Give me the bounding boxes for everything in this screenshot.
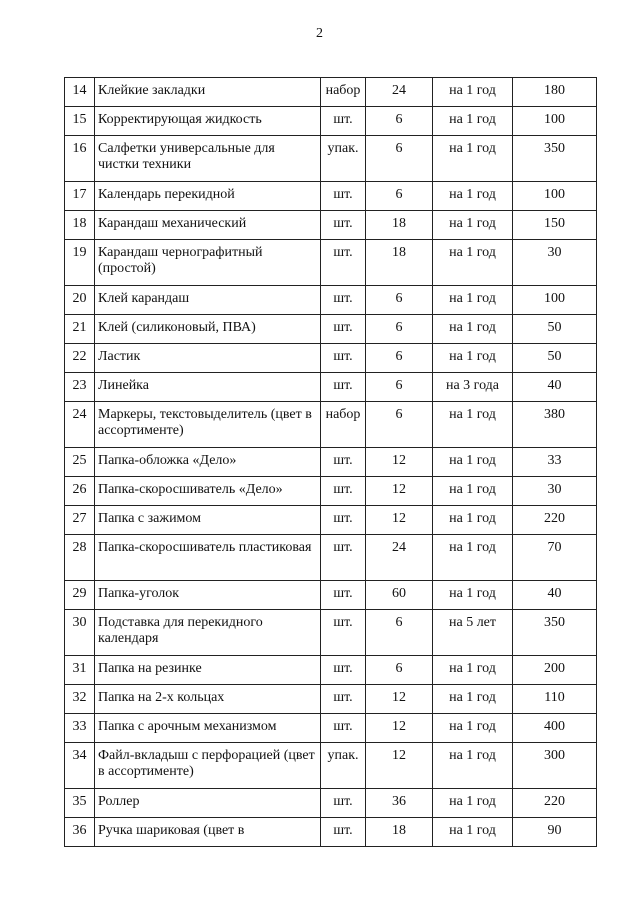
item-unit: упак. xyxy=(321,743,366,789)
item-unit: шт. xyxy=(321,373,366,402)
item-quantity: 12 xyxy=(366,743,433,789)
item-quantity: 12 xyxy=(366,448,433,477)
item-name: Салфетки универсальные для чистки техники xyxy=(95,136,321,182)
item-price: 220 xyxy=(513,789,597,818)
item-unit: шт. xyxy=(321,818,366,847)
item-price: 90 xyxy=(513,818,597,847)
item-price: 220 xyxy=(513,506,597,535)
item-price: 100 xyxy=(513,107,597,136)
table-row xyxy=(65,477,597,506)
table-row xyxy=(65,610,597,656)
item-unit: шт. xyxy=(321,477,366,506)
item-unit: шт. xyxy=(321,714,366,743)
item-term: на 1 год xyxy=(433,818,513,847)
item-name: Линейка xyxy=(95,373,321,402)
item-price: 40 xyxy=(513,581,597,610)
item-price: 50 xyxy=(513,344,597,373)
row-number: 15 xyxy=(65,107,95,136)
item-name: Ручка шариковая (цвет в xyxy=(95,818,321,847)
item-term: на 1 год xyxy=(433,78,513,107)
item-price: 100 xyxy=(513,182,597,211)
table-row xyxy=(65,78,597,107)
row-number: 34 xyxy=(65,743,95,789)
table-row xyxy=(65,315,597,344)
table-row xyxy=(65,373,597,402)
item-unit: шт. xyxy=(321,240,366,286)
row-number: 31 xyxy=(65,656,95,685)
row-number: 29 xyxy=(65,581,95,610)
item-price: 300 xyxy=(513,743,597,789)
table-row xyxy=(65,344,597,373)
table-row xyxy=(65,714,597,743)
table-row xyxy=(65,136,597,182)
table-row xyxy=(65,535,597,581)
item-term: на 1 год xyxy=(433,136,513,182)
item-unit: шт. xyxy=(321,789,366,818)
item-term: на 1 год xyxy=(433,506,513,535)
row-number: 19 xyxy=(65,240,95,286)
table-row xyxy=(65,211,597,240)
item-quantity: 6 xyxy=(366,136,433,182)
row-number: 26 xyxy=(65,477,95,506)
row-number: 27 xyxy=(65,506,95,535)
item-term: на 1 год xyxy=(433,714,513,743)
item-unit: шт. xyxy=(321,506,366,535)
item-quantity: 18 xyxy=(366,211,433,240)
item-name: Календарь перекидной xyxy=(95,182,321,211)
item-term: на 1 год xyxy=(433,344,513,373)
row-number: 16 xyxy=(65,136,95,182)
row-number: 22 xyxy=(65,344,95,373)
item-unit: набор xyxy=(321,402,366,448)
table-row xyxy=(65,286,597,315)
item-price: 100 xyxy=(513,286,597,315)
page-number: 2 xyxy=(316,26,323,41)
item-term: на 1 год xyxy=(433,656,513,685)
row-number: 14 xyxy=(65,78,95,107)
item-quantity: 12 xyxy=(366,685,433,714)
item-price: 110 xyxy=(513,685,597,714)
item-unit: шт. xyxy=(321,315,366,344)
item-quantity: 12 xyxy=(366,477,433,506)
item-name: Карандаш механический xyxy=(95,211,321,240)
item-name: Папка с арочным механизмом xyxy=(95,714,321,743)
table-row xyxy=(65,448,597,477)
item-quantity: 6 xyxy=(366,402,433,448)
table-row xyxy=(65,743,597,789)
row-number: 24 xyxy=(65,402,95,448)
item-price: 30 xyxy=(513,240,597,286)
item-unit: шт. xyxy=(321,107,366,136)
item-name: Папка-обложка «Дело» xyxy=(95,448,321,477)
item-term: на 1 год xyxy=(433,448,513,477)
table-row xyxy=(65,182,597,211)
row-number: 36 xyxy=(65,818,95,847)
table-row xyxy=(65,107,597,136)
item-unit: шт. xyxy=(321,448,366,477)
item-term: на 1 год xyxy=(433,211,513,240)
item-name: Корректирующая жидкость xyxy=(95,107,321,136)
row-number: 21 xyxy=(65,315,95,344)
item-name: Папка с зажимом xyxy=(95,506,321,535)
item-price: 50 xyxy=(513,315,597,344)
row-number: 28 xyxy=(65,535,95,581)
item-price: 150 xyxy=(513,211,597,240)
item-name: Папка-скоросшиватель пластиковая xyxy=(95,535,321,581)
item-quantity: 6 xyxy=(366,373,433,402)
item-quantity: 12 xyxy=(366,506,433,535)
table-row xyxy=(65,581,597,610)
item-quantity: 6 xyxy=(366,182,433,211)
supplies-table xyxy=(64,77,597,847)
item-unit: шт. xyxy=(321,182,366,211)
item-name: Папка на 2-х кольцах xyxy=(95,685,321,714)
item-name: Папка на резинке xyxy=(95,656,321,685)
row-number: 17 xyxy=(65,182,95,211)
item-price: 33 xyxy=(513,448,597,477)
item-term: на 1 год xyxy=(433,182,513,211)
table-row xyxy=(65,402,597,448)
table-row xyxy=(65,240,597,286)
item-quantity: 36 xyxy=(366,789,433,818)
item-term: на 1 год xyxy=(433,743,513,789)
item-quantity: 6 xyxy=(366,344,433,373)
item-term: на 1 год xyxy=(433,286,513,315)
item-term: на 1 год xyxy=(433,240,513,286)
item-unit: шт. xyxy=(321,535,366,581)
item-unit: шт. xyxy=(321,211,366,240)
row-number: 23 xyxy=(65,373,95,402)
item-price: 40 xyxy=(513,373,597,402)
item-unit: шт. xyxy=(321,286,366,315)
item-name: Маркеры, текстовыделитель (цвет в ассортименте) xyxy=(95,402,321,448)
row-number: 35 xyxy=(65,789,95,818)
item-name: Клейкие закладки xyxy=(95,78,321,107)
row-number: 20 xyxy=(65,286,95,315)
item-unit: упак. xyxy=(321,136,366,182)
item-term: на 3 года xyxy=(433,373,513,402)
item-name: Файл-вкладыш с перфорацией (цвет в ассортименте) xyxy=(95,743,321,789)
table-row xyxy=(65,685,597,714)
table-row xyxy=(65,818,597,847)
item-quantity: 6 xyxy=(366,107,433,136)
item-price: 400 xyxy=(513,714,597,743)
item-name: Подставка для перекидного календаря xyxy=(95,610,321,656)
row-number: 25 xyxy=(65,448,95,477)
table-row xyxy=(65,789,597,818)
item-term: на 1 год xyxy=(433,685,513,714)
item-price: 380 xyxy=(513,402,597,448)
item-name: Клей (силиконовый, ПВА) xyxy=(95,315,321,344)
item-term: на 1 год xyxy=(433,581,513,610)
row-number: 30 xyxy=(65,610,95,656)
item-term: на 1 год xyxy=(433,789,513,818)
item-unit: набор xyxy=(321,78,366,107)
item-price: 70 xyxy=(513,535,597,581)
item-term: на 1 год xyxy=(433,535,513,581)
item-term: на 5 лет xyxy=(433,610,513,656)
row-number: 32 xyxy=(65,685,95,714)
item-term: на 1 год xyxy=(433,477,513,506)
item-unit: шт. xyxy=(321,656,366,685)
item-name: Карандаш чернографитный (простой) xyxy=(95,240,321,286)
item-unit: шт. xyxy=(321,344,366,373)
item-quantity: 12 xyxy=(366,714,433,743)
item-term: на 1 год xyxy=(433,402,513,448)
item-unit: шт. xyxy=(321,581,366,610)
item-unit: шт. xyxy=(321,685,366,714)
item-quantity: 60 xyxy=(366,581,433,610)
item-name: Клей карандаш xyxy=(95,286,321,315)
item-name: Роллер xyxy=(95,789,321,818)
item-price: 350 xyxy=(513,610,597,656)
item-price: 200 xyxy=(513,656,597,685)
item-name: Ластик xyxy=(95,344,321,373)
item-price: 180 xyxy=(513,78,597,107)
item-quantity: 24 xyxy=(366,78,433,107)
table-row xyxy=(65,506,597,535)
item-term: на 1 год xyxy=(433,107,513,136)
item-quantity: 24 xyxy=(366,535,433,581)
item-name: Папка-уголок xyxy=(95,581,321,610)
row-number: 18 xyxy=(65,211,95,240)
item-unit: шт. xyxy=(321,610,366,656)
item-quantity: 6 xyxy=(366,656,433,685)
item-quantity: 18 xyxy=(366,818,433,847)
item-price: 350 xyxy=(513,136,597,182)
table-row xyxy=(65,656,597,685)
item-name: Папка-скоросшиватель «Дело» xyxy=(95,477,321,506)
item-quantity: 18 xyxy=(366,240,433,286)
item-quantity: 6 xyxy=(366,286,433,315)
item-quantity: 6 xyxy=(366,315,433,344)
item-price: 30 xyxy=(513,477,597,506)
item-term: на 1 год xyxy=(433,315,513,344)
row-number: 33 xyxy=(65,714,95,743)
item-quantity: 6 xyxy=(366,610,433,656)
